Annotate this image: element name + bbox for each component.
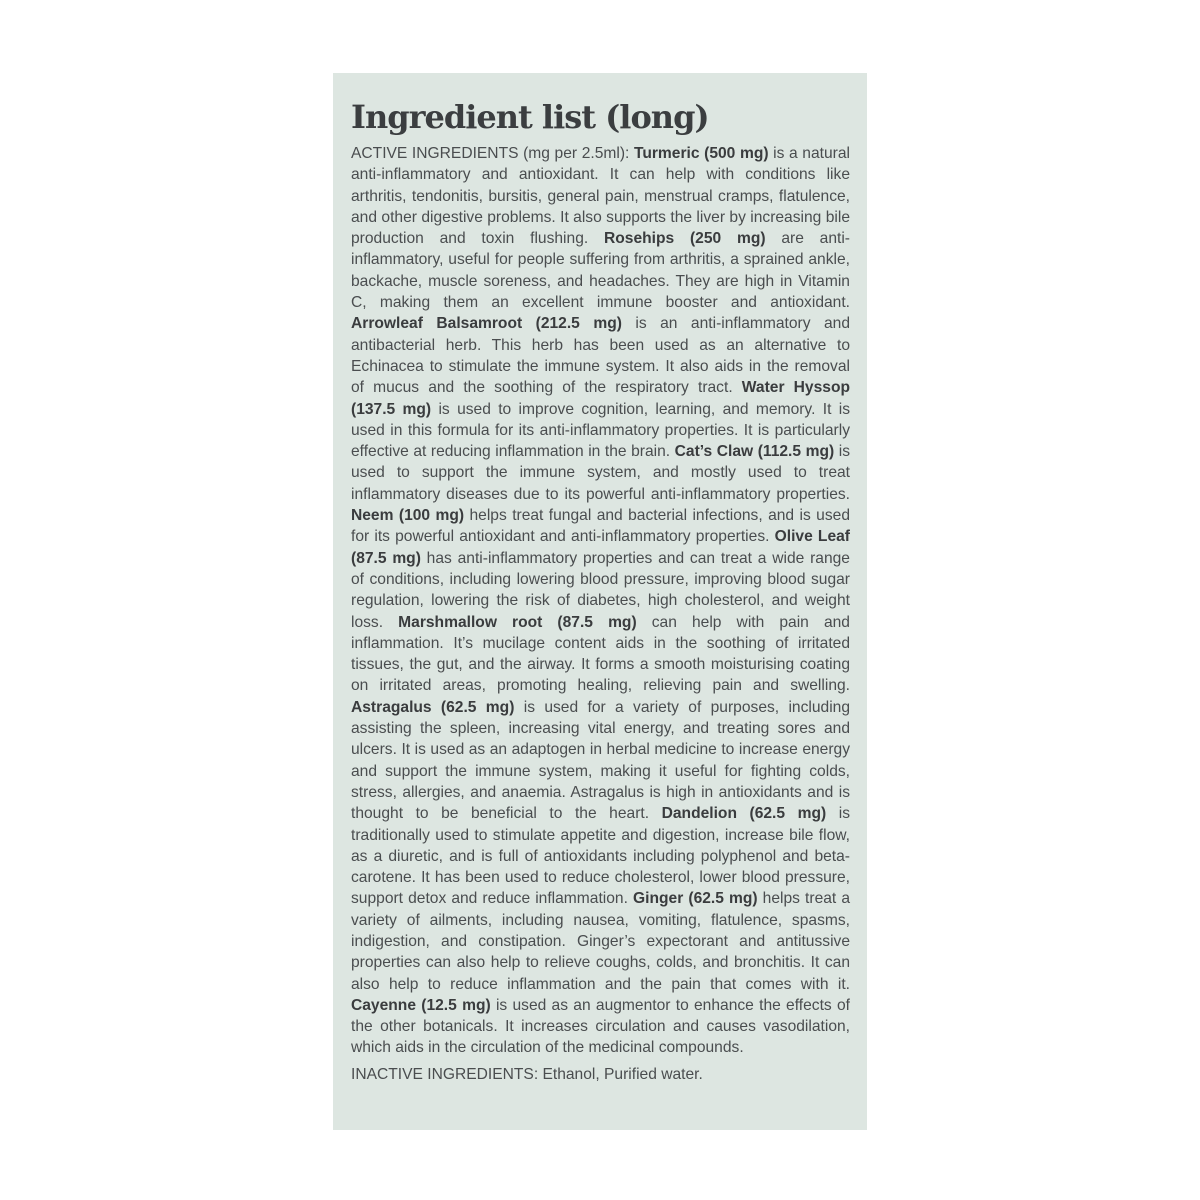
- ingredient-name: Olive Leaf (87.5 mg): [351, 528, 850, 567]
- inactive-ingredients: INACTIVE INGREDIENTS: Ethanol, Purified water.: [351, 1065, 703, 1083]
- ingredient-name: Cayenne (12.5 mg): [351, 996, 491, 1014]
- ingredient-description: is an anti-inflammatory and antibacterial herb. This herb has been used as an alternative to Echinacea to stimulate the immune system. It also aids in the removal of mucus and the soothing of the respiratory tract.: [351, 315, 850, 397]
- ingredient-name: Turmeric (500 mg): [633, 145, 769, 162]
- ingredient-description: is used to improve cognition, learning, and memory. It is used in this formula for its anti-inflammatory properties. It is particularly effective at reducing inflammation in the brain.: [351, 400, 850, 461]
- page-title: Ingredient list (long): [351, 98, 709, 136]
- active-ingredients-label: ACTIVE INGREDIENTS (mg per 2.5ml):: [351, 145, 634, 162]
- ingredient-description: are anti-inflammatory, useful for people suffering from arthritis, a sprained ankle, backache, muscle soreness, and headaches. They are high in Vitamin C, making them an excellent immune booster and antioxidant.: [351, 230, 850, 312]
- ingredient-description: is traditionally used to stimulate appetite and digestion, increase bile flow, as a diuretic, and is full of antioxidants including polyphenol and beta-carotene. It has been used to reduce cholesterol, lower blood pressure, support detox and reduce inflammation.: [351, 805, 851, 908]
- ingredient-description: helps treat a variety of ailments, including nausea, vomiting, flatulence, spasms, indigestion, and constipation. Ginger’s expectorant and antitussive properties can also help to relieve coughs, colds, and bronchitis. It can also help to reduce inflammation and the pain that comes with it.: [351, 890, 851, 993]
- ingredient-name: Rosehips (250 mg): [604, 230, 766, 248]
- ingredient-name: Arrowleaf Balsamroot (212.5 mg): [351, 315, 622, 333]
- ingredient-name: Neem (100 mg): [351, 507, 465, 525]
- ingredient-panel: [333, 73, 867, 1130]
- ingredient-description: can help with pain and inflammation. It’s mucilage content aids in the soothing of irritated tissues, the gut, and the airway. It forms a smooth moisturising coating on irritated areas, promoting healing, relieving pain and swelling.: [351, 613, 850, 695]
- ingredient-description: has anti-inflammatory properties and can treat a wide range of conditions, including lowering blood pressure, improving blood sugar regulation, lowering the risk of diabetes, high cholesterol, and weight loss.: [351, 549, 850, 631]
- ingredient-name: Cat’s Claw (112.5 mg): [674, 443, 835, 461]
- ingredient-name: Ginger (62.5 mg): [633, 890, 758, 908]
- ingredient-name: Marshmallow root (87.5 mg): [398, 613, 637, 631]
- ingredient-name: Astragalus (62.5 mg): [351, 698, 515, 716]
- ingredient-description: is used to support the immune system, and mostly used to treat inflammatory diseases due to its powerful anti-inflammatory properties.: [351, 443, 850, 503]
- ingredient-name: Dandelion (62.5 mg): [661, 805, 827, 823]
- ingredient-description: helps treat fungal and bacterial infections, and is used for its powerful antioxidant and anti-inflammatory properties.: [351, 507, 850, 546]
- active-ingredients-paragraph: [351, 143, 850, 1059]
- ingredient-description: is used as an augmentor to enhance the effects of the other botanicals. It increases circulation and causes vasodilation, which aids in the circulation of the medicinal compounds.: [351, 996, 850, 1057]
- ingredient-description: is used for a variety of purposes, including assisting the spleen, increasing vital energy, and treating sores and ulcers. It is used as an adaptogen in herbal medicine to increase energy and support the immune system, making it useful for fighting colds, stress, allergies, and anaemia. Astragalus is high in antioxidants and is thought to be beneficial to the heart.: [351, 698, 851, 823]
- ingredient-name: Water Hyssop (137.5 mg): [351, 379, 850, 418]
- ingredient-description: is a natural anti-inflammatory and antioxidant. It can help with conditions like arthritis, tendonitis, bursitis, general pain, menstrual cramps, flatulence, and other digestive problems. It also supports the liver by increasing bile production and toxin flushing.: [351, 145, 850, 248]
